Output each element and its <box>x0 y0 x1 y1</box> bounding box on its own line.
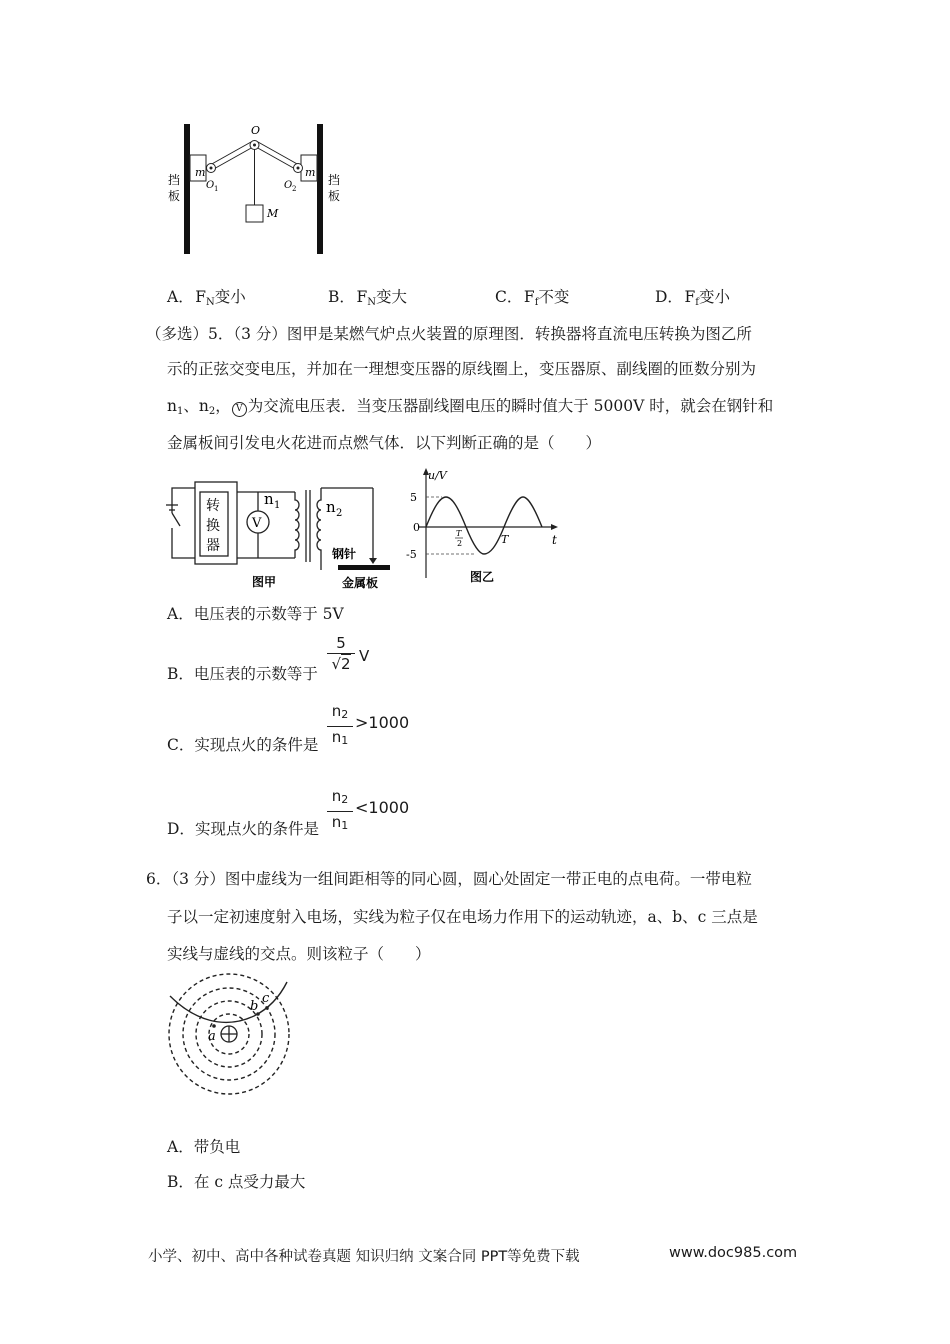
q6-figure <box>164 972 304 1100</box>
svg-text:a: a <box>208 1029 216 1044</box>
sqrt-icon: √ <box>331 655 341 673</box>
trajectory <box>170 982 287 1022</box>
svg-text:M: M <box>267 207 279 220</box>
sine-curve <box>426 497 542 554</box>
svg-text:挡: 挡 <box>328 173 341 187</box>
footer-text: 小学、初中、高中各种试卷真题 知识归纳 文案合同 PPT等免费下载 <box>148 1249 580 1265</box>
svg-text:2: 2 <box>292 185 297 193</box>
svg-text:T: T <box>456 529 462 538</box>
metal-plate <box>338 565 390 570</box>
q5-option-d-relation: <1000 <box>355 798 410 817</box>
q4-option-a: A． $F_N$变小 <box>167 288 246 308</box>
right-board <box>317 124 323 254</box>
svg-text:n: n <box>326 498 336 516</box>
q5-stem-line4: 金属板间引发电火花进而点燃气体．以下判断正确的是（ ） <box>167 434 602 452</box>
q5-option-d: D．实现点火的条件是 <box>167 820 319 838</box>
q4-option-d: D． $F_f$变小 <box>655 288 730 308</box>
q6-stem-line1: 6．（3 分）图中虚线为一组间距相等的同心圆，圆心处固定一带正电的点电荷。一带电粒 <box>146 870 752 888</box>
svg-text:O: O <box>284 180 293 191</box>
svg-text:板: 板 <box>168 189 181 203</box>
svg-text:O: O <box>206 180 215 191</box>
q4-option-b: B． $F_N$变大 <box>328 288 407 308</box>
mass-M <box>246 205 263 222</box>
q5-stem-line2: 示的正弦交变电压，并加在一理想变压器的原线圈上，变压器原、副线圈的匝数分别为 <box>167 360 757 378</box>
svg-text:1: 1 <box>274 500 281 511</box>
svg-text:图甲: 图甲 <box>252 575 277 589</box>
svg-text:b: b <box>250 999 259 1014</box>
svg-text:t: t <box>552 533 557 547</box>
svg-text:c: c <box>262 991 270 1006</box>
q5-option-c-relation: >1000 <box>355 713 410 732</box>
q6-option-a: A．带负电 <box>167 1138 241 1156</box>
svg-text:T: T <box>501 533 509 546</box>
q5-option-b-fraction: $\frac{5}{√2}$ <box>327 634 355 673</box>
q5-option-b-unit: V <box>359 647 370 665</box>
svg-text:n: n <box>264 490 274 508</box>
q5-figure-jia <box>160 478 400 590</box>
svg-text:0: 0 <box>413 521 420 534</box>
q5-figure-yi <box>404 464 564 588</box>
left-board <box>184 124 190 254</box>
q4-option-c: C． $F_f$不变 <box>495 288 570 308</box>
svg-text:2: 2 <box>336 508 343 519</box>
voltmeter-icon: V <box>232 402 247 417</box>
svg-text:m: m <box>305 166 316 179</box>
q5-stem-line3: $n_1$、$n_2$， V 为交流电压表．当变压器副线圈电压的瞬时值大于 5000V 时，就会在钢针和 <box>167 397 774 417</box>
svg-text:-5: -5 <box>406 548 417 561</box>
svg-text:金属板: 金属板 <box>342 576 379 590</box>
q4-figure <box>160 118 360 258</box>
svg-text:V: V <box>252 516 262 531</box>
svg-text:钢针: 钢针 <box>332 547 357 561</box>
q6-stem-line3: 实线与虚线的交点。则该粒子（ ） <box>167 945 431 963</box>
svg-text:换: 换 <box>206 518 220 534</box>
svg-text:1: 1 <box>214 185 219 193</box>
svg-text:2: 2 <box>457 539 463 548</box>
svg-text:图乙: 图乙 <box>470 570 495 584</box>
svg-text:转: 转 <box>206 498 220 514</box>
svg-text:板: 板 <box>328 189 341 203</box>
q5-option-c: C．实现点火的条件是 <box>167 736 319 754</box>
q6-option-b: B．在 c 点受力最大 <box>167 1173 306 1191</box>
svg-text:5: 5 <box>410 491 417 504</box>
svg-text:器: 器 <box>206 538 220 554</box>
q5-option-d-fraction: $\frac{n2}{n1}$ <box>327 787 353 835</box>
q5-option-c-fraction: $\frac{n2}{n1}$ <box>327 702 353 750</box>
q5-stem-line1: （多选）5．（3 分）图甲是某燃气炉点火装置的原理图．转换器将直流电压转换为图乙所 <box>146 325 752 343</box>
q6-stem-line2: 子以一定初速度射入电场，实线为粒子仅在电场力作用下的运动轨迹，a、b、c 三点是 <box>167 908 758 926</box>
footer-url[interactable]: www.doc985.com <box>669 1245 798 1261</box>
svg-text:m: m <box>195 166 206 179</box>
q5-option-b: B．电压表的示数等于 <box>167 665 318 683</box>
svg-text:挡: 挡 <box>168 173 181 187</box>
svg-text:u/V: u/V <box>428 469 447 482</box>
q5-option-a: A．电压表的示数等于 5V <box>167 605 344 623</box>
svg-text:O: O <box>251 124 261 137</box>
